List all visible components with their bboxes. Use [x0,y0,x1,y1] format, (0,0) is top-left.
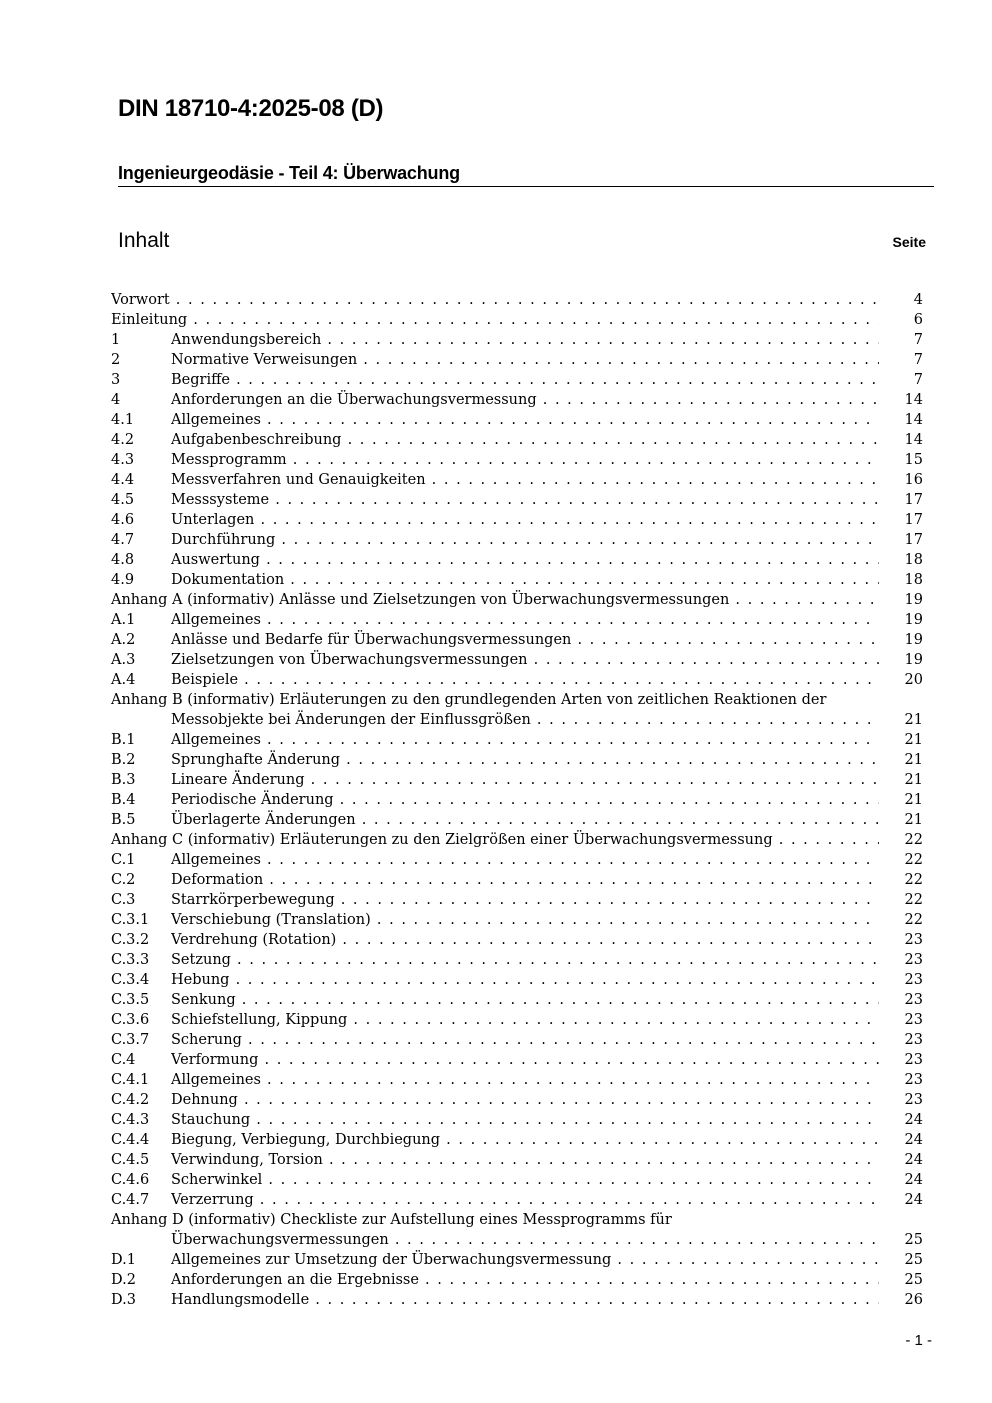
toc-entry-page: 20 [904,672,923,688]
toc-entry-title: Vorwort . . . [111,290,879,310]
toc-entry-title: Anhang A (informativ) Anlässe und Zielsetzungen von Überwachungsvermessungen . . . [111,590,879,610]
toc-entry-page: 26 [904,1292,923,1308]
toc-entry-title: Unterlagen . . . [171,510,879,530]
toc-entry[interactable] [111,410,925,430]
toc-entry[interactable] [111,1010,925,1030]
toc-entry[interactable] [111,810,925,830]
toc-entry[interactable] [111,450,925,470]
toc-entry-number: 4.8 [111,552,135,568]
toc-entry-title: Messverfahren und Genauigkeiten . . . [171,470,879,490]
toc-entry-number: C.4.1 [111,1072,150,1088]
toc-entry-number: D.3 [111,1292,136,1308]
toc-entry-title: Allgemeines . . . [171,610,879,630]
toc-entry-title: Biegung, Verbiegung, Durchbiegung . . . [171,1130,879,1150]
toc-entry-page: 6 [913,312,923,328]
toc-entry[interactable] [111,1090,925,1110]
toc-entry[interactable] [111,1030,925,1050]
toc-entry-number: C.3.6 [111,1012,150,1028]
toc-entry-title: Anforderungen an die Überwachungsvermessung . . . [171,390,879,410]
toc-entry-number: 4.6 [111,512,135,528]
toc-entry[interactable] [111,790,925,810]
toc-entry[interactable] [111,870,925,890]
toc-entry-page: 19 [904,612,923,628]
toc-entry-number: C.4.7 [111,1192,150,1208]
toc-entry[interactable] [111,490,925,510]
toc-entry-page: 7 [913,332,923,348]
toc-entry-page: 14 [904,412,923,428]
toc-entry[interactable] [111,670,925,690]
toc-entry[interactable] [111,750,925,770]
toc-entry-page: 15 [904,452,923,468]
toc-entry-title: Verformung . . . [171,1050,879,1070]
toc-entry-title: Handlungsmodelle . . . [171,1290,879,1310]
toc-entry-page: 23 [904,1072,923,1088]
toc-entry-title: Einleitung . . . [111,310,879,330]
toc-entry-page: 21 [904,772,923,788]
toc-entry-page: 21 [904,712,923,728]
toc-entry[interactable] [111,370,925,390]
toc-entry-title: Verschiebung (Translation) . . . [171,910,879,930]
toc-entry-title: Überlagerte Änderungen . . . [171,810,879,830]
toc-entry-number: A.2 [111,632,136,648]
toc-entry[interactable] [111,1070,925,1090]
page-number: - 1 - [905,1332,932,1349]
toc-entry-title: Allgemeines . . . [171,410,879,430]
toc-entry-page: 25 [904,1232,923,1248]
toc-entry-number: 2 [111,352,121,368]
toc-entry-page: 23 [904,1032,923,1048]
toc-entry[interactable] [111,1210,925,1250]
toc-entry-page: 22 [904,912,923,928]
toc-entry-number: 4.4 [111,472,135,488]
toc-entry-title: Scherwinkel . . . [171,1170,879,1190]
toc-entry-title: Allgemeines zur Umsetzung der Überwachungsvermessung . . . [171,1250,879,1270]
toc-entry-title: Senkung . . . [171,990,879,1010]
toc-entry-number: C.4.6 [111,1172,150,1188]
toc-entry-title-line1: Anhang B (informativ) Erläuterungen zu den grundlegenden Arten von zeitlichen Reaktionen der [111,692,827,708]
toc-entry[interactable] [111,1290,925,1310]
toc-entry[interactable] [111,550,925,570]
toc-entry-title: Stauchung . . . [171,1110,879,1130]
toc-entry-title: Durchführung . . . [171,530,879,550]
toc-entry-page: 19 [904,592,923,608]
toc-entry-page: 22 [904,892,923,908]
toc-entry[interactable] [111,830,925,850]
toc-entry-title: Verdrehung (Rotation) . . . [171,930,879,950]
toc-entry-title: Allgemeines . . . [171,730,879,750]
toc-entry[interactable] [111,310,925,330]
toc-entry[interactable] [111,470,925,490]
toc-entry[interactable] [111,1250,925,1270]
toc-entry-number: B.5 [111,812,136,828]
toc-entry-number: C.3.4 [111,972,150,988]
toc-entry[interactable] [111,950,925,970]
toc-entry-page: 24 [904,1152,923,1168]
toc-entry-number: 4 [111,392,121,408]
toc-entry-number: A.4 [111,672,136,688]
toc-entry-number: C.4.2 [111,1092,150,1108]
toc-entry-title: Scherung . . . [171,1030,879,1050]
toc-entry[interactable] [111,1050,925,1070]
toc-entry[interactable] [111,1110,925,1130]
toc-entry-page: 23 [904,972,923,988]
toc-entry-number: C.3.7 [111,1032,150,1048]
toc-entry[interactable] [111,970,925,990]
toc-entry[interactable] [111,1270,925,1290]
toc-entry[interactable] [111,850,925,870]
toc-entry[interactable] [111,930,925,950]
toc-entry[interactable] [111,1170,925,1190]
toc-entry[interactable] [111,770,925,790]
toc-entry-page: 7 [913,352,923,368]
toc-entry-title: Schiefstellung, Kippung . . . [171,1010,879,1030]
toc-entry[interactable] [111,1150,925,1170]
toc-entry-title: Beispiele . . . [171,670,879,690]
toc-entry-page: 25 [904,1272,923,1288]
document-subtitle: Ingenieurgeodäsie - Teil 4: Überwachung [118,163,934,187]
toc-entry-title: Messprogramm . . . [171,450,879,470]
toc-entry-page: 22 [904,832,923,848]
toc-entry-number: C.3.5 [111,992,150,1008]
toc-entry[interactable] [111,990,925,1010]
toc-entry[interactable] [111,610,925,630]
toc-entry-title: Verwindung, Torsion . . . [171,1150,879,1170]
toc-entry-number: D.1 [111,1252,136,1268]
toc-entry-page: 4 [913,292,923,308]
toc-entry-page: 19 [904,652,923,668]
toc-entry-page: 23 [904,1012,923,1028]
toc-entry-number: B.4 [111,792,136,808]
document-id: DIN 18710-4:2025-08 (D) [118,95,384,122]
toc-entry[interactable] [111,530,925,550]
toc-entry-page: 17 [904,492,923,508]
toc-entry-number: C.3 [111,892,136,908]
toc-entry[interactable] [111,630,925,650]
toc-entry-page: 23 [904,952,923,968]
toc-entry-title: Verzerrung . . . [171,1190,879,1210]
toc-entry-number: C.4.3 [111,1112,150,1128]
toc-entry-number: 3 [111,372,121,388]
toc-entry-number: 4.7 [111,532,135,548]
toc-entry[interactable] [111,690,925,730]
toc-entry-page: 24 [904,1112,923,1128]
toc-entry[interactable] [111,590,925,610]
toc-entry-title: Lineare Änderung . . . [171,770,879,790]
toc-entry-number: 4.5 [111,492,135,508]
toc-entry-title: Sprunghafte Änderung . . . [171,750,879,770]
toc-entry-number: D.2 [111,1272,136,1288]
toc-entry-page: 21 [904,812,923,828]
toc-entry-number: C.3.1 [111,912,150,928]
toc-entry-title: Messobjekte bei Änderungen der Einflussgrößen . . . [171,710,879,730]
toc-entry-page: 21 [904,752,923,768]
toc-entry-number: B.3 [111,772,136,788]
toc-entry-number: 4.2 [111,432,135,448]
toc-entry[interactable] [111,730,925,750]
toc-entry-page: 24 [904,1192,923,1208]
toc-entry-title: Zielsetzungen von Überwachungsvermessungen . . . [171,650,879,670]
toc-entry[interactable] [111,650,925,670]
toc-entry-number: B.2 [111,752,136,768]
toc-entry-page: 18 [904,552,923,568]
toc-entry-page: 17 [904,532,923,548]
toc-entry-page: 23 [904,1052,923,1068]
toc-entry-number: C.3.3 [111,952,150,968]
toc-entry-number: 1 [111,332,121,348]
toc-entry-title: Begriffe . . . [171,370,879,390]
toc-entry-number: C.4.4 [111,1132,150,1148]
toc-entry-number: A.3 [111,652,136,668]
toc-entry-page: 24 [904,1172,923,1188]
toc-entry-page: 21 [904,792,923,808]
toc-entry-title: Hebung . . . [171,970,879,990]
toc-entry-title: Periodische Änderung . . . [171,790,879,810]
toc-entry-number: C.4.5 [111,1152,150,1168]
toc-entry[interactable] [111,290,925,310]
toc-entry-page: 18 [904,572,923,588]
toc-entry-title: Auswertung . . . [171,550,879,570]
toc-entry-number: B.1 [111,732,136,748]
toc-entry-number: C.2 [111,872,136,888]
toc-entry-page: 22 [904,872,923,888]
toc-entry-page: 17 [904,512,923,528]
toc-entry-number: C.1 [111,852,136,868]
toc-entry-page: 23 [904,932,923,948]
toc-entry[interactable] [111,1190,925,1210]
toc-entry[interactable] [111,910,925,930]
toc-entry[interactable] [111,390,925,410]
toc-entry-title: Anwendungsbereich . . . [171,330,879,350]
toc-entry-number: 4.3 [111,452,135,468]
toc-entry[interactable] [111,350,925,370]
toc-entry-number: C.3.2 [111,932,150,948]
toc-entry-title-line1: Anhang D (informativ) Checkliste zur Aufstellung eines Messprogramms für [111,1212,672,1228]
toc-entry[interactable] [111,570,925,590]
toc-entry-title: Deformation . . . [171,870,879,890]
toc-entry[interactable] [111,1130,925,1150]
toc-entry-page: 14 [904,392,923,408]
toc-entry-page: 19 [904,632,923,648]
toc-entry-page: 22 [904,852,923,868]
toc-entry-title: Dokumentation . . . [171,570,879,590]
toc-entry[interactable] [111,430,925,450]
toc-entry-page: 23 [904,1092,923,1108]
toc-entry-title: Messsysteme . . . [171,490,879,510]
toc-entry-title: Überwachungsvermessungen . . . [171,1230,879,1250]
toc-entry-page: 7 [913,372,923,388]
toc-entry-number: 4.1 [111,412,135,428]
toc-entry-number: 4.9 [111,572,135,588]
toc-entry[interactable] [111,330,925,350]
toc-entry[interactable] [111,510,925,530]
toc-entry-title: Anhang C (informativ) Erläuterungen zu den Zielgrößen einer Überwachungsvermessung . . . [111,830,879,850]
toc-entry[interactable] [111,890,925,910]
toc-entry-number: C.4 [111,1052,136,1068]
toc-entry-page: 14 [904,432,923,448]
toc-entry-page: 24 [904,1132,923,1148]
toc-entry-title: Setzung . . . [171,950,879,970]
toc-entry-page: 16 [904,472,923,488]
toc-entry-number: A.1 [111,612,136,628]
page-column-label: Seite [892,234,926,250]
toc-entry-title: Anlässe und Bedarfe für Überwachungsvermessungen . . . [171,630,879,650]
toc-entry-page: 25 [904,1252,923,1268]
toc-entry-title: Dehnung . . . [171,1090,879,1110]
toc-entry-title: Anforderungen an die Ergebnisse . . . [171,1270,879,1290]
toc-entry-page: 23 [904,992,923,1008]
toc-entry-page: 21 [904,732,923,748]
toc-entry-title: Allgemeines . . . [171,1070,879,1090]
toc-entry-title: Allgemeines . . . [171,850,879,870]
toc-entry-title: Starrkörperbewegung . . . [171,890,879,910]
toc-entry-title: Normative Verweisungen . . . [171,350,879,370]
toc-entry-title: Aufgabenbeschreibung . . . [171,430,879,450]
table-of-contents [111,290,925,1310]
toc-heading: Inhalt [118,229,170,252]
